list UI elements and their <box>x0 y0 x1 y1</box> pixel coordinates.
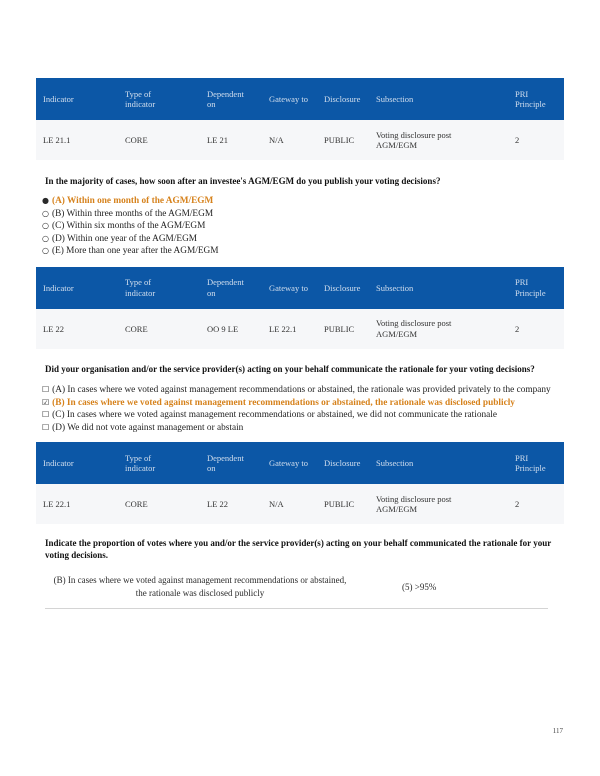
col-header-disclosure: Disclosure <box>317 442 369 484</box>
radio-option-label: (B) Within three months of the AGM/EGM <box>51 208 214 219</box>
checkbox-unchecked-icon: ☐ <box>42 384 50 394</box>
col-header-pri-principle: PRI Principle <box>508 78 564 120</box>
radio-option-label: (C) Within six months of the AGM/EGM <box>51 221 206 232</box>
checkbox-option-label: (D) We did not vote against management or abstain <box>52 422 244 433</box>
col-header-disclosure: Disclosure <box>317 78 369 120</box>
cell-pri-principle: 2 <box>508 309 564 349</box>
radio-option-d[interactable] <box>42 233 562 246</box>
checkbox-group-communicate-rationale <box>42 384 562 434</box>
table-row <box>36 484 564 524</box>
radio-unselected-icon: ○ <box>42 208 49 218</box>
checkbox-unchecked-icon: ☐ <box>42 410 50 420</box>
col-header-pri-principle: PRI Principle <box>508 267 564 309</box>
col-header-pri-principle: PRI Principle <box>508 442 564 484</box>
radio-unselected-icon: ○ <box>42 246 49 256</box>
cell-subsection: Voting disclosure post AGM/EGM <box>369 484 508 524</box>
col-header-indicator: Indicator <box>36 267 118 309</box>
table-header-row <box>36 78 564 120</box>
cell-disclosure: PUBLIC <box>317 484 369 524</box>
checkbox-unchecked-icon: ☐ <box>42 422 50 432</box>
indicator-table-le-22 <box>36 267 564 349</box>
indicator-table-le-22-1 <box>36 442 564 524</box>
radio-group-publish-timing <box>42 195 562 258</box>
checkbox-option-a[interactable] <box>42 384 562 397</box>
cell-type-of-indicator: CORE <box>118 484 200 524</box>
cell-indicator: LE 22 <box>36 309 118 349</box>
col-header-type-of-indicator: Type of indicator <box>118 442 200 484</box>
cell-pri-principle: 2 <box>508 484 564 524</box>
section-divider <box>45 608 548 609</box>
table-row <box>36 120 564 160</box>
radio-option-c[interactable] <box>42 220 562 233</box>
col-header-gateway-to: Gateway to <box>262 442 317 484</box>
cell-subsection: Voting disclosure post AGM/EGM <box>369 309 508 349</box>
cell-dependent-on: OO 9 LE <box>200 309 262 349</box>
cell-subsection: Voting disclosure post AGM/EGM <box>369 120 508 160</box>
question-proportion-of-votes: Indicate the proportion of votes where you and/or the service provider(s) acting on your behalf communicated the rationale for your voting decisions. <box>45 538 552 561</box>
col-header-dependent-on: Dependent on <box>200 78 262 120</box>
col-header-type-of-indicator: Type of indicator <box>118 78 200 120</box>
checkbox-option-b[interactable] <box>42 397 562 410</box>
indicator-table-le-21-1 <box>36 78 564 160</box>
col-header-disclosure: Disclosure <box>317 267 369 309</box>
cell-type-of-indicator: CORE <box>118 309 200 349</box>
answer-label: (B) In cases where we voted against management recommendations or abstained, the rationale was disclosed publicly <box>53 575 347 599</box>
answer-value: (5) >95% <box>402 582 437 593</box>
col-header-dependent-on: Dependent on <box>200 267 262 309</box>
cell-gateway-to: N/A <box>262 120 317 160</box>
cell-pri-principle: 2 <box>508 120 564 160</box>
cell-disclosure: PUBLIC <box>317 120 369 160</box>
radio-unselected-icon: ○ <box>42 233 49 243</box>
radio-option-label: (E) More than one year after the AGM/EGM <box>51 246 219 257</box>
radio-option-label: (A) Within one month of the AGM/EGM <box>51 196 214 206</box>
question-publish-timing: In the majority of cases, how soon after an investee's AGM/EGM do you publish your voting decisions? <box>45 176 441 186</box>
cell-indicator: LE 21.1 <box>36 120 118 160</box>
radio-unselected-icon: ○ <box>42 221 49 231</box>
cell-type-of-indicator: CORE <box>118 120 200 160</box>
cell-indicator: LE 22.1 <box>36 484 118 524</box>
col-header-dependent-on: Dependent on <box>200 442 262 484</box>
col-header-gateway-to: Gateway to <box>262 78 317 120</box>
table-header-row <box>36 267 564 309</box>
col-header-subsection: Subsection <box>369 442 508 484</box>
col-header-subsection: Subsection <box>369 267 508 309</box>
checkbox-option-label: (C) In cases where we voted against management recommendations or abstained, we did not communicate the rationale <box>52 410 497 421</box>
col-header-gateway-to: Gateway to <box>262 267 317 309</box>
cell-disclosure: PUBLIC <box>317 309 369 349</box>
radio-option-e[interactable] <box>42 245 562 258</box>
radio-selected-icon: ● <box>42 196 49 205</box>
col-header-subsection: Subsection <box>369 78 508 120</box>
checkbox-checked-icon: ☑ <box>42 397 50 407</box>
checkbox-option-c[interactable] <box>42 409 562 422</box>
checkbox-option-label: (B) In cases where we voted against management recommendations or abstained, the rationale was disclosed publicly <box>52 397 515 408</box>
checkbox-option-label: (A) In cases where we voted against management recommendations or abstained, the rationale was provided privately to the company <box>52 384 551 395</box>
radio-option-label: (D) Within one year of the AGM/EGM <box>51 233 198 244</box>
table-row <box>36 309 564 349</box>
table-header-row <box>36 442 564 484</box>
page-number: 117 <box>552 727 563 735</box>
col-header-indicator: Indicator <box>36 78 118 120</box>
radio-option-b[interactable] <box>42 208 562 221</box>
question-communicate-rationale: Did your organisation and/or the service provider(s) acting on your behalf communicate the rationale for your voting decisions? <box>45 363 535 374</box>
cell-gateway-to: LE 22.1 <box>262 309 317 349</box>
col-header-type-of-indicator: Type of indicator <box>118 267 200 309</box>
col-header-indicator: Indicator <box>36 442 118 484</box>
cell-dependent-on: LE 22 <box>200 484 262 524</box>
cell-dependent-on: LE 21 <box>200 120 262 160</box>
answer-summary-row <box>50 574 564 600</box>
cell-gateway-to: N/A <box>262 484 317 524</box>
checkbox-option-d[interactable] <box>42 422 562 435</box>
radio-option-a[interactable] <box>42 195 562 208</box>
